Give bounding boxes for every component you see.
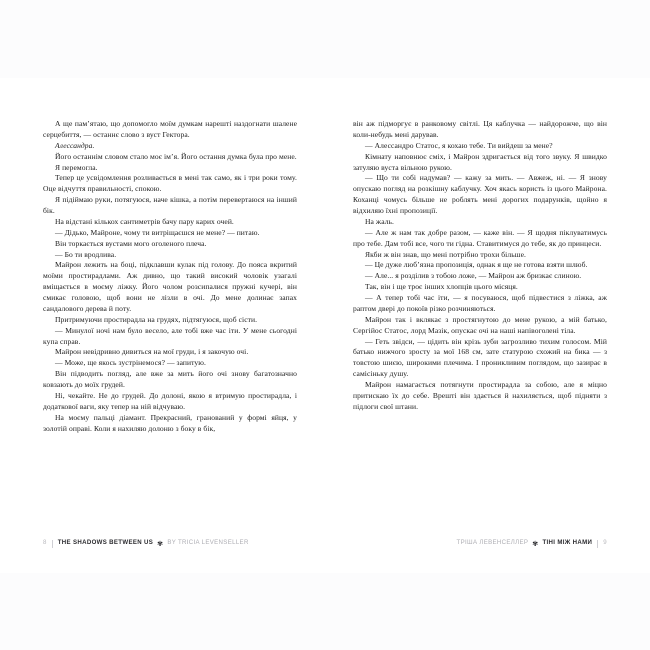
- paragraph: — Дідько, Майроне, чому ти витріщаєшся не мене? — питаю.: [55, 227, 260, 237]
- foot-author-uk: ТРІША ЛЕВЕНСЕЛЛЕР: [456, 539, 529, 546]
- paragraph: Майрон невідривно дивиться на мої груди, і я закочую очі.: [55, 347, 249, 357]
- paragraph: Майрон лежить на боці, підклавши кулак під голову. До пояса вкритий моїми простирадлами. Аж дивно, що такий високий чоловік узагалі вміщається в моєму ліжку. Його чолом розсипалися пружні кучері, він смикає головою, щоб вони не лізли в очі. До мене долинає запах сандалового дерева й поту.: [43, 260, 297, 313]
- paragraph: На моєму пальці діамант. Прекрасний, гранований у формі яйця, у золотій оправі. Коли я нахиляю долоню з боку в бік,: [43, 412, 297, 433]
- page-number-right: 9: [603, 539, 607, 546]
- paragraph: Він торкається вустами мого оголеного плеча.: [55, 238, 207, 248]
- paragraph-italic: Алессандра.: [55, 140, 95, 150]
- paragraph: Майрон намагається потягнути простирадла за собою, але я міцно притискаю їх до себе. Врешті він здається й нахиляється, щоб підняти з підлоги свої штани.: [353, 380, 607, 411]
- paragraph: Майрон так і вклякає з простягнутою до мене рукою, а мій батько, Сергійос Статос, лорд Мазік, опускає очі на наші напівоголені тіла.: [353, 314, 607, 335]
- paragraph: — А тепер тобі час іти, — я посуваюся, щоб підвестися з ліжка, аж раптом двері до покоїв різко розчиняються.: [353, 293, 607, 313]
- paragraph: — Це дуже люб’язна пропозиція, однак я ще не готова взяти шлюб.: [365, 260, 588, 270]
- book-page-spread: [0, 78, 650, 573]
- paragraph: Я підіймаю руки, потягуюся, наче кішка, а потім перевертаюся на інший бік.: [43, 195, 297, 215]
- paragraph: — Бо ти вродлива.: [55, 249, 117, 259]
- paragraph: — Минулої ночі нам було весело, але тобі вже час іти. У мене сьогодні купа справ.: [43, 325, 297, 346]
- running-foot-right: [457, 539, 607, 573]
- page-left: [0, 78, 325, 573]
- flower-ornament-icon: ✾: [157, 540, 164, 548]
- page-number-left: 8: [43, 539, 47, 546]
- foot-byline-en: BY TRICIA LEVENSELLER: [167, 539, 249, 546]
- paragraph: Притримуючи простирадла на грудях, підтягуюся, щоб сісти.: [55, 314, 258, 324]
- page-right: [325, 78, 650, 573]
- paragraph-continuation: він аж підморгує в ранковому світлі. Ця каблучка — найдорожче, що він коли-небудь мені дарував.: [353, 119, 607, 139]
- paragraph: — Але ж нам так добре разом, — каже він. — Я щодня піклуватимусь про тебе. Дам тобі все, чого ти гідна. Ставитимуся до тебе, як до принцеси.: [353, 227, 607, 248]
- paragraph: Якби ж він знав, що мені потрібно трохи більше.: [365, 249, 526, 259]
- paragraph: На відстані кількох сантиметрів бачу пару карих очей.: [55, 216, 234, 226]
- foot-book-title-uk: ТІНІ МІЖ НАМИ: [542, 539, 593, 546]
- paragraph: — Може, ще якось зустрінемося? — запитую.: [55, 358, 206, 368]
- page-right-textblock: [353, 119, 607, 413]
- paragraph: Я перемогла.: [55, 162, 98, 172]
- paragraph: Кімнату наповнює сміх, і Майрон здригається від того звуку. Я швидко затуляю вуста вільною рукою.: [353, 151, 607, 172]
- paragraph: Так, він і ще троє інших хлопців цього місяця.: [365, 282, 518, 292]
- paragraph: Він підводить погляд, але вже за мить його очі знову багатозначно ковзають до моїх грудей.: [43, 369, 297, 389]
- foot-divider-rule: [52, 540, 53, 548]
- paragraph: — Але... я розділив з тобою ложе, — Майрон аж бризкає слиною.: [365, 271, 582, 281]
- running-foot-left: [43, 539, 249, 573]
- flower-ornament-icon: ✾: [532, 540, 539, 548]
- paragraph: — Алессандро Статос, я кохаю тебе. Ти вийдеш за мене?: [365, 140, 553, 150]
- paragraph: На жаль.: [365, 216, 395, 226]
- paragraph: Його останнім словом стало моє ім’я. Його остання думка була про мене.: [55, 151, 297, 161]
- paragraph: — Геть звідси, — цідить він крізь зуби загрозливо тихим голосом. Мій батько нижчого зросту за мої 168 см, зате статурою схожий на бика — з товстою шиєю, широкими плечима. І проникливим поглядом, що зазирає в самісіньку душу.: [353, 336, 607, 379]
- foot-divider-rule: [597, 540, 598, 548]
- paragraph: Тепер це усвідомлення розливається в мені так само, як і три роки тому. Оце відчуття правильності, спокою.: [43, 173, 297, 194]
- page-columns: [0, 78, 650, 573]
- foot-book-title-en: THE SHADOWS BETWEEN US: [57, 539, 154, 546]
- paragraph: — Що ти собі надумав? — кажу за мить. — Авжеж, ні. — Я знову опускаю погляд на розкішну каблучку. Хоч якась користь із цього Майрона. Коханці чомусь більше не роблять мені дорогих подарунків, щойно я відхиляю їхні пропозиції.: [353, 173, 607, 215]
- paragraph: А ще пам’ятаю, що допомогло моїм думкам нарешті наздогнати шалене серцебиття, — останнє слово з вуст Гектора.: [43, 119, 297, 139]
- paragraph: Ні, чекайте. Не до грудей. До долоні, якою я втримую простирадла, і додаткової ваги, яку тепер на ній відчуваю.: [43, 390, 297, 411]
- page-left-textblock: [43, 119, 297, 434]
